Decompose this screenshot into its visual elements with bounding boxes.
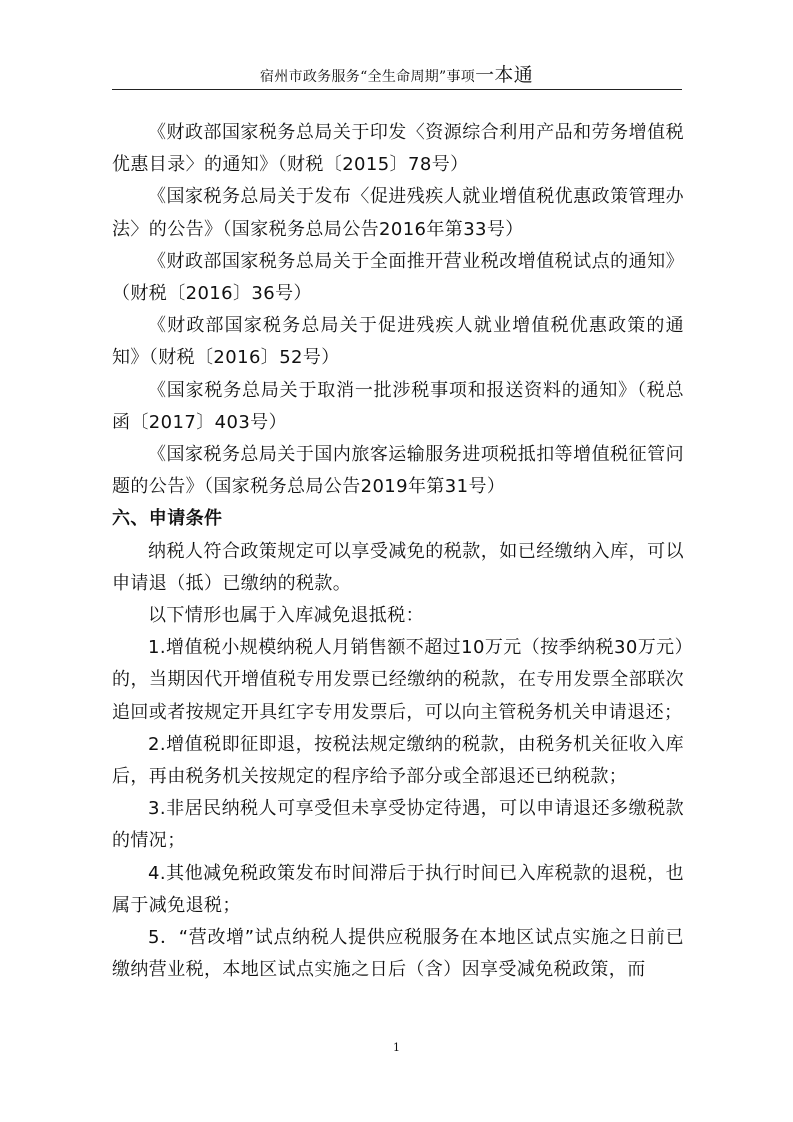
header-rule (112, 89, 682, 90)
section-heading: 六、申请条件 (112, 508, 223, 530)
condition-paragraph: 以下情形也属于入库减免退抵税： (148, 605, 424, 627)
condition-item: 5．“营改增”试点纳税人提供应税服务在本地区试点实施之日前已缴纳营业税，本地区试点实施之日后（含）因享受减免税政策，而 (112, 927, 684, 981)
condition-item: 2.增值税即征即退，按税法规定缴纳的税款，由税务机关征收入库后，再由税务机关按规定的程序给予部分或全部退还已纳税款； (112, 733, 684, 788)
condition-item: 1.增值税小规模纳税人月销售额不超过10万元（按季纳税30万元）的，当期因代开增值税专用发票已经缴纳的税款，在专用发票全部联次追回或者按规定开具红字专用发票后，可以向主管税务机关申请退还； (112, 637, 684, 723)
condition-paragraph: 纳税人符合政策规定可以享受减免的税款，如已经缴纳入库，可以申请退（抵）已缴纳的税款。 (112, 540, 684, 594)
document-body (112, 117, 684, 986)
policy-reference: 《财政部国家税务总局关于全面推开营业税改增值税试点的通知》（财税〔2016〕36号） (112, 250, 684, 305)
header-title: 宿州市政务服务“全生命周期”事项 (259, 69, 476, 85)
policy-reference: 《国家税务总局关于发布〈促进残疾人就业增值税优惠政策管理办法〉的公告》（国家税务总局公告2016年第33号） (112, 186, 684, 240)
condition-item: 4.其他减免税政策发布时间滞后于执行时间已入库税款的退税，也属于减免退税； (112, 862, 684, 916)
policy-reference: 《财政部国家税务总局关于促进残疾人就业增值税优惠政策的通知》（财税〔2016〕52号） (112, 315, 684, 369)
policy-reference: 《财政部国家税务总局关于印发〈资源综合利用产品和劳务增值税优惠目录〉的通知》（财税〔2015〕78号） (112, 122, 684, 176)
policy-reference: 《国家税务总局关于国内旅客运输服务进项税抵扣等增值税征管问题的公告》（国家税务总局公告2019年第31号） (112, 444, 684, 498)
condition-item: 3.非居民纳税人可享受但未享受协定待遇，可以申请退还多缴税款的情况； (112, 798, 684, 852)
header-title-suffix: 一本通 (475, 64, 534, 86)
page-header (0, 66, 793, 86)
page-number: 1 (393, 1041, 400, 1054)
policy-reference: 《国家税务总局关于取消一批涉税事项和报送资料的通知》（税总函〔2017〕403号） (112, 379, 684, 433)
